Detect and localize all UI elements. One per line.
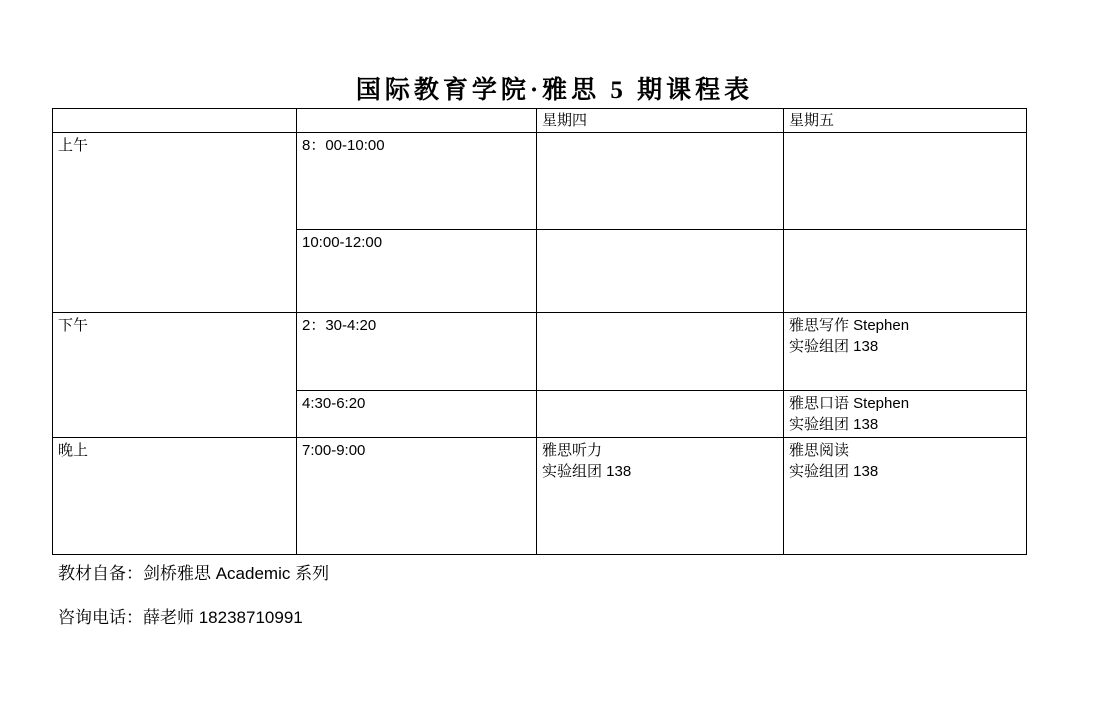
schedule-cell-thu-evening-1 <box>537 438 784 555</box>
header-cell-period <box>53 109 297 133</box>
class-location: 实验组团 138 <box>789 416 879 433</box>
period-cell-morning: 上午 <box>53 133 297 313</box>
row-afternoon-slot1 <box>53 313 1027 391</box>
course-schedule-table <box>52 108 1027 555</box>
table-header-row <box>53 109 1027 133</box>
period-cell-evening: 晚上 <box>53 438 297 555</box>
class-name: 雅思口语 Stephen <box>789 395 910 412</box>
schedule-cell-thu-afternoon-1 <box>537 313 784 391</box>
time-cell-morning-1: 8：00-10:00 <box>297 133 537 230</box>
time-cell-morning-2: 10:00-12:00 <box>297 230 537 313</box>
header-cell-thursday: 星期四 <box>537 109 784 133</box>
class-name: 雅思听力 <box>542 442 603 459</box>
class-location: 实验组团 138 <box>789 338 879 355</box>
schedule-cell-thu-morning-1 <box>537 133 784 230</box>
class-location: 实验组团 138 <box>789 463 879 480</box>
header-cell-time <box>297 109 537 133</box>
schedule-cell-fri-afternoon-1 <box>784 313 1027 391</box>
schedule-cell-fri-morning-2 <box>784 230 1027 313</box>
schedule-cell-thu-afternoon-2 <box>537 391 784 438</box>
row-morning-slot1 <box>53 133 1027 230</box>
schedule-cell-fri-evening-1 <box>784 438 1027 555</box>
row-evening-slot1 <box>53 438 1027 555</box>
class-name: 雅思写作 Stephen <box>789 317 910 334</box>
footer-contact-note: 咨询电话：薛老师 18238710991 <box>58 608 303 627</box>
schedule-cell-fri-morning-1 <box>784 133 1027 230</box>
time-cell-afternoon-1: 2：30-4:20 <box>297 313 537 391</box>
class-location: 实验组团 138 <box>542 463 632 480</box>
schedule-cell-fri-afternoon-2 <box>784 391 1027 438</box>
class-name: 雅思阅读 <box>789 442 850 459</box>
footer-materials-note: 教材自备：剑桥雅思 Academic 系列 <box>58 564 330 583</box>
time-cell-evening-1: 7:00-9:00 <box>297 438 537 555</box>
page-title: 国际教育学院·雅思 5 期课程表 <box>355 77 754 104</box>
header-cell-friday: 星期五 <box>784 109 1027 133</box>
period-cell-afternoon: 下午 <box>53 313 297 438</box>
time-cell-afternoon-2: 4:30-6:20 <box>297 391 537 438</box>
schedule-cell-thu-morning-2 <box>537 230 784 313</box>
